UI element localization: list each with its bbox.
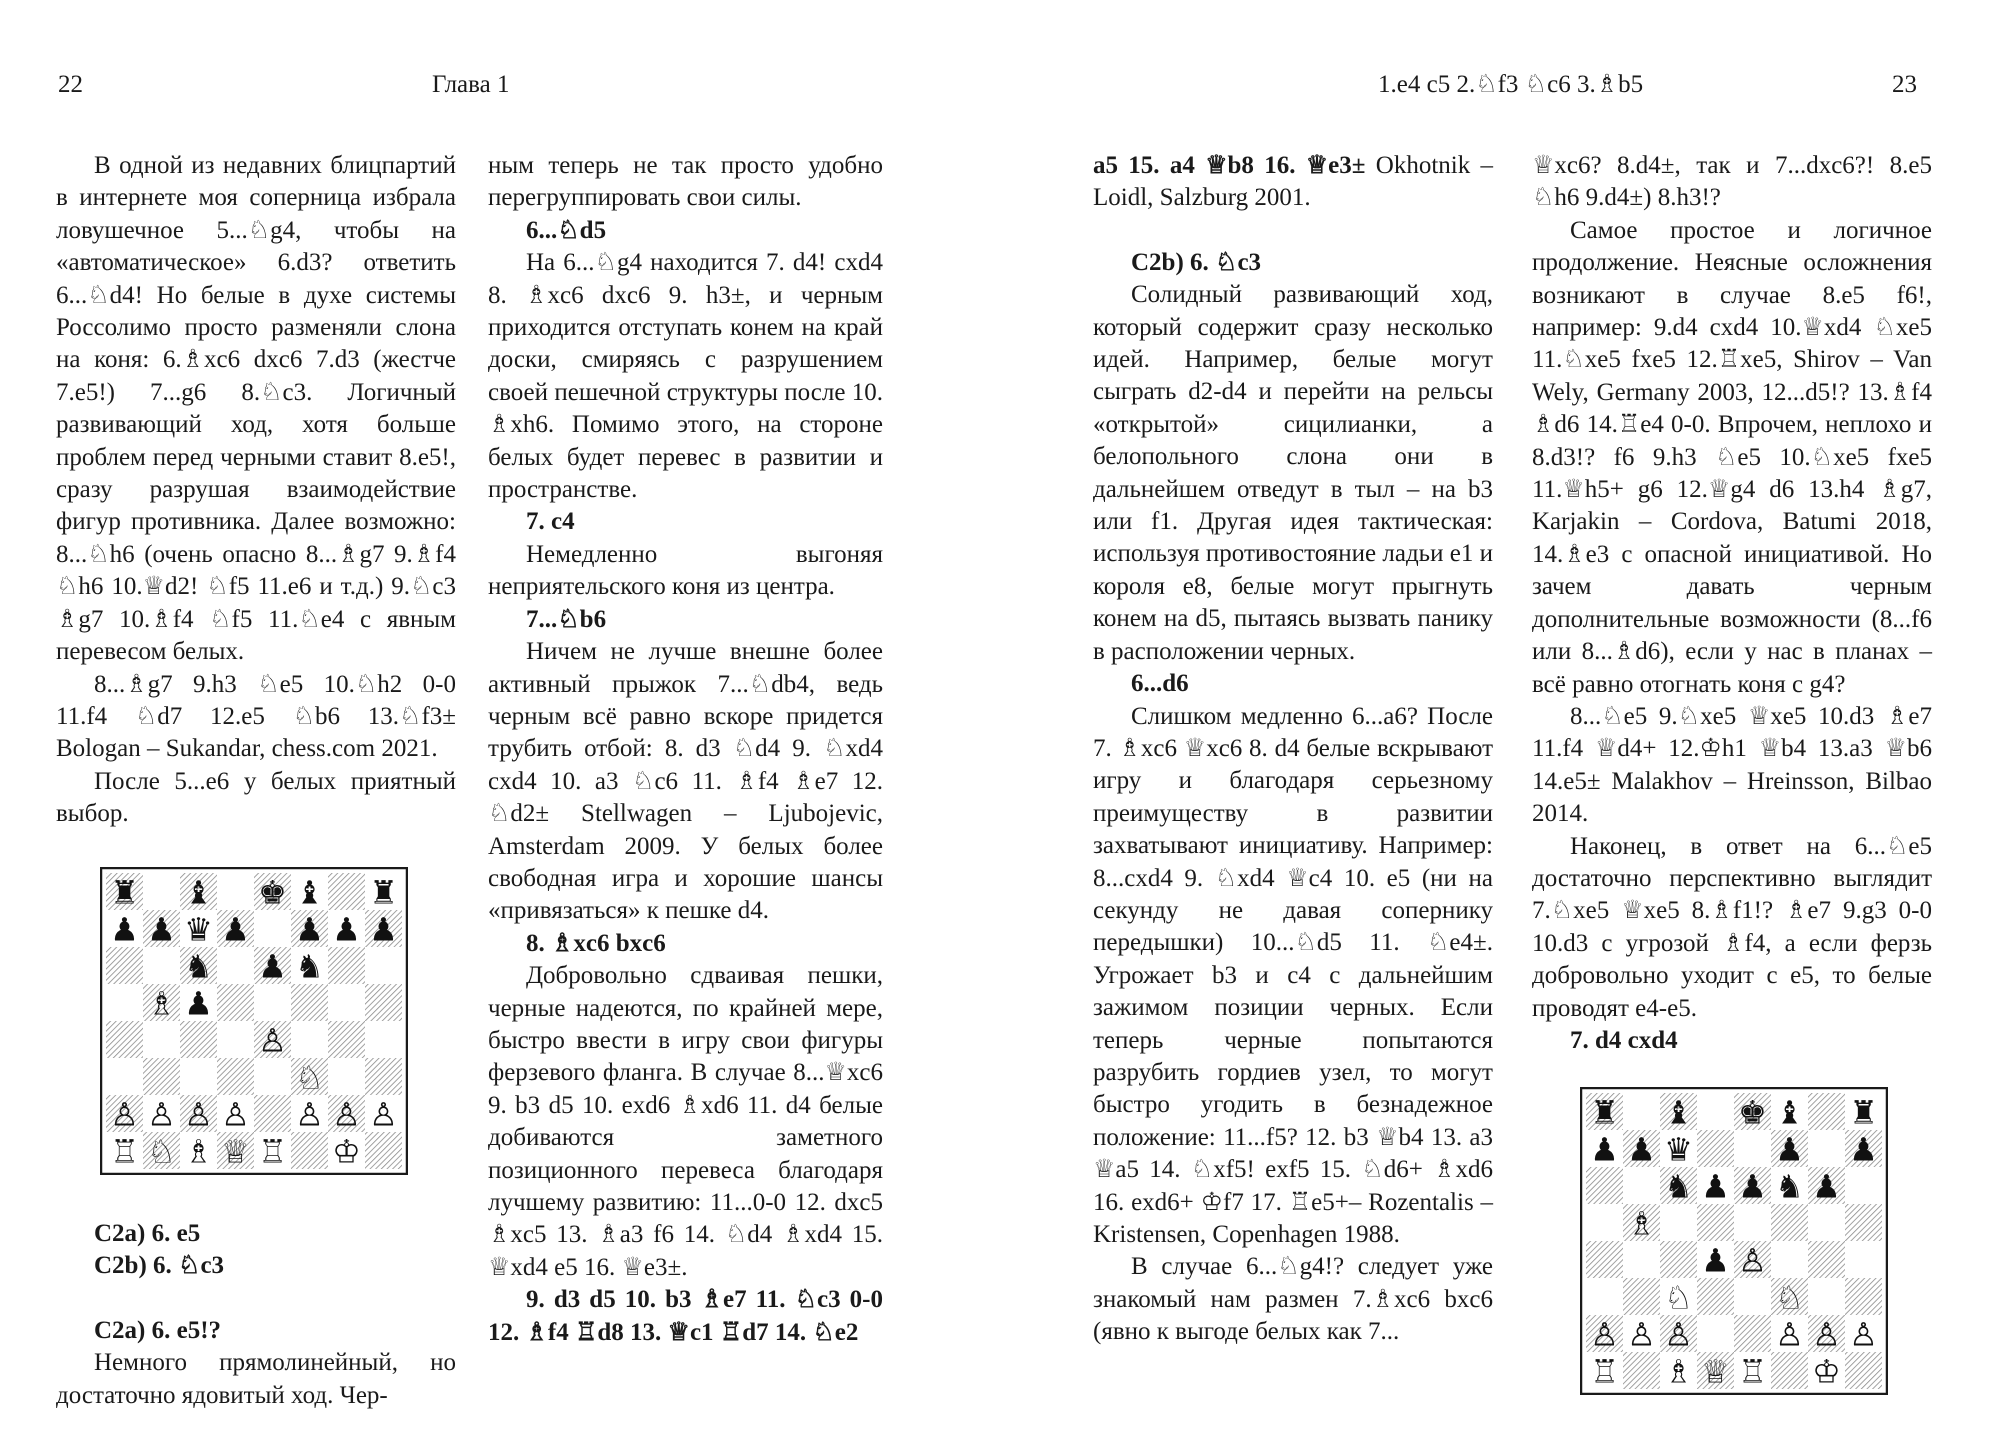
square-f1 <box>291 1132 328 1169</box>
square-h1 <box>365 1132 402 1169</box>
white-pawn-e4: ♙ <box>258 1021 287 1060</box>
black-pawn-f7: ♟ <box>1775 1130 1804 1169</box>
square-f5 <box>291 984 328 1021</box>
game-reference: Okhotnik – Loidl, Salzburg 2001. <box>1093 152 1494 212</box>
square-h5 <box>1845 1204 1882 1241</box>
black-knight-c6: ♞ <box>1664 1167 1693 1206</box>
chessboard <box>1580 1087 1888 1395</box>
square-h5 <box>365 984 402 1021</box>
section-heading: C2a) 6. e5!? <box>94 1316 222 1344</box>
square-f4 <box>1771 1241 1808 1278</box>
paragraph: После 5...e6 у белых приятный выбор. <box>56 767 456 828</box>
black-knight-f6: ♞ <box>1775 1167 1804 1206</box>
black-pawn-g7: ♟ <box>332 910 361 949</box>
square-e2 <box>254 1095 291 1132</box>
square-h6 <box>1845 1167 1882 1204</box>
black-rook-h8: ♜ <box>1849 1093 1878 1132</box>
paragraph: Слишком медленно 6...a6? После 7. ♗xc6 ♕xc6 8. d4 белые вскрывают игру и благодаря серьезному преимуществу в развитии захватывают инициативу. Например: 8...cxd4 9. ♘xd4 ♕c4 10. e5 (ни на секунду не давая сопернику передышки) 10...♘d5 11. ♘e4±. Угрожает b3 и c4 с дальнейшим зажимом позиции черных. Если теперь черные попытаются разрубить гордиев узел, то могут быстро угодить в безнадежное положение: 11...f5? 12. b3 ♕b4 13. a3 ♕a5 14. ♘xf5! exf5 15. ♘d6+ ♗xd6 16. exd6+ ♔f7 17. ♖e5+– Rozentalis – Kristensen, Copenhagen 1988. <box>1093 702 1493 1248</box>
square-g4 <box>1808 1241 1845 1278</box>
square-a6 <box>106 947 143 984</box>
left-col1-lower <box>56 1218 456 1412</box>
paragraph: На 6...♘g4 находится 7. d4! cxd4 8. ♗xc6 dxc6 9. h3±, и черным приходится отступать конем на край доски, смиряясь с разрушением своей пешечной структуры после 10. ♗xh6. Помимо этого, на стороне белых будет перевес в развитии и пространстве. <box>488 249 883 504</box>
square-e3 <box>254 1058 291 1095</box>
white-pawn-f2: ♙ <box>1775 1315 1804 1354</box>
left-col2 <box>488 150 883 1349</box>
white-rook-e1: ♖ <box>258 1132 287 1171</box>
square-a4 <box>106 1021 143 1058</box>
square-h4 <box>365 1021 402 1058</box>
white-bishop-c1: ♗ <box>1664 1352 1693 1391</box>
paragraph: 8...♘e5 9.♘xe5 ♕xe5 10.d3 ♗e7 11.f4 ♕d4+ 12.♔h1 ♕b4 13.a3 ♕b6 14.e5± Malakhov – Hreinsson, Bilbao 2014. <box>1532 702 1932 828</box>
white-queen-d1: ♕ <box>221 1132 250 1171</box>
square-c4 <box>180 1021 217 1058</box>
square-c4 <box>1660 1241 1697 1278</box>
square-d7 <box>1697 1130 1734 1167</box>
square-g4 <box>328 1021 365 1058</box>
square-b8 <box>1623 1093 1660 1130</box>
section-heading: C2b) 6. ♘c3 <box>94 1252 225 1280</box>
square-b6 <box>143 947 180 984</box>
square-d3 <box>1697 1278 1734 1315</box>
white-rook-e1: ♖ <box>1738 1352 1767 1391</box>
black-pawn-f7: ♟ <box>295 910 324 949</box>
left-col1-upper <box>56 150 456 831</box>
black-pawn-a7: ♟ <box>1590 1130 1619 1169</box>
black-pawn-d7: ♟ <box>221 910 250 949</box>
chess-diagram-2 <box>1580 1087 1888 1395</box>
square-f4 <box>291 1021 328 1058</box>
section-heading: C2a) 6. e5 <box>94 1220 201 1247</box>
black-pawn-h7: ♟ <box>369 910 398 949</box>
square-h1 <box>1845 1352 1882 1389</box>
white-pawn-a2: ♙ <box>1590 1315 1619 1354</box>
square-e5 <box>254 984 291 1021</box>
move-heading: 6...d6 <box>1131 670 1189 698</box>
black-pawn-d6: ♟ <box>1701 1167 1730 1206</box>
white-bishop-c1: ♗ <box>184 1132 213 1171</box>
left-running-head: Глава 1 <box>432 71 510 98</box>
move-heading: 7. c4 <box>526 508 575 536</box>
move-heading: 6...♘d5 <box>526 216 607 244</box>
paragraph <box>1093 150 1493 215</box>
right-running-head: 1.e4 c5 2.♘f3 ♘c6 3.♗b5 <box>1378 71 1644 98</box>
black-bishop-c8: ♝ <box>1664 1093 1693 1132</box>
black-queen-c7: ♛ <box>1664 1130 1693 1169</box>
left-page-number: 22 <box>58 71 83 98</box>
right-col4 <box>1532 150 1932 1057</box>
square-d3 <box>217 1058 254 1095</box>
square-g3 <box>328 1058 365 1095</box>
white-bishop-b5: ♗ <box>147 984 176 1023</box>
black-rook-h8: ♜ <box>369 873 398 912</box>
black-pawn-h7: ♟ <box>1849 1130 1878 1169</box>
black-pawn-a7: ♟ <box>110 910 139 949</box>
square-a3 <box>1586 1278 1623 1315</box>
square-h3 <box>365 1058 402 1095</box>
square-b4 <box>1623 1241 1660 1278</box>
white-knight-f3: ♘ <box>295 1058 324 1097</box>
white-pawn-g2: ♙ <box>1812 1315 1841 1354</box>
square-d8 <box>217 873 254 910</box>
square-e7 <box>1734 1130 1771 1167</box>
square-f5 <box>1771 1204 1808 1241</box>
move-heading: 8. ♗xc6 bxc6 <box>526 929 666 957</box>
paragraph: Самое простое и логичное продолжение. Неясные осложнения возникают в случае 8.e5 f6!, например: 9.d4 cxd4 10.♕xd4 ♘xe5 11.♘xe5 fxe5 12.♖xe5, Shirov – Van Wely, Germany 2003, 12...d5!? 13.♗f4 ♗d6 14.♖e4 0-0. Впрочем, неплохо и 8.d3!? f6 9.h3 ♘e5 10.♘xe5 fxe5 11.♕h5+ g6 12.♕g4 d6 13.h4 ♗g7, Karjakin – Cordova, Batumi 2018, 14.♗e3 с опасной инициативой. Но зачем давать черным дополнительные возможности (8...f6 или 8...♗d6), если у нас в планах – всё равно отогнать коня с g4? <box>1532 216 1932 698</box>
square-a5 <box>1586 1204 1623 1241</box>
move-heading: 9. d3 d5 10. b3 ♗e7 11. ♘c3 0-0 12. ♗f4 ♖d8 13. ♕c1 ♖d7 14. ♘e2 <box>488 1286 883 1346</box>
square-d6 <box>217 947 254 984</box>
white-pawn-a2: ♙ <box>110 1095 139 1134</box>
white-pawn-b2: ♙ <box>147 1095 176 1134</box>
black-pawn-e6: ♟ <box>1738 1167 1767 1206</box>
black-knight-f6: ♞ <box>295 947 324 986</box>
square-g5 <box>328 984 365 1021</box>
white-rook-a1: ♖ <box>110 1132 139 1171</box>
square-e2 <box>1734 1315 1771 1352</box>
paragraph: ♕xc6? 8.d4±, так и 7...dxc6?! 8.e5 ♘h6 9.d4±) 8.h3!? <box>1532 152 1932 212</box>
square-d8 <box>1697 1093 1734 1130</box>
white-pawn-g2: ♙ <box>332 1095 361 1134</box>
chess-diagram-1 <box>100 867 408 1175</box>
white-pawn-c2: ♙ <box>1664 1315 1693 1354</box>
white-knight-c3: ♘ <box>1664 1278 1693 1317</box>
square-f1 <box>1771 1352 1808 1389</box>
square-h3 <box>1845 1278 1882 1315</box>
black-pawn-e6: ♟ <box>258 947 287 986</box>
black-pawn-b7: ♟ <box>1627 1130 1656 1169</box>
white-pawn-b2: ♙ <box>1627 1315 1656 1354</box>
square-b4 <box>143 1021 180 1058</box>
section-heading: C2b) 6. ♘c3 <box>1131 248 1262 276</box>
white-bishop-b5: ♗ <box>1627 1204 1656 1243</box>
paragraph: Добровольно сдваивая пешки, черные надеются, по крайней мере, быстро ввести в игру свои фигуры ферзевого фланга. В случае 8...♕xc6 9. b3 d5 10. exd6 ♗xd6 11. d4 белые добиваются заметного позиционного перевеса благодаря лучшему развитию: 11...0-0 12. dxc5 ♗xc5 13. ♗a3 f6 14. ♘d4 ♗xd4 15. ♕xd4 e5 16. ♕e3±. <box>488 962 883 1281</box>
white-pawn-c2: ♙ <box>184 1095 213 1134</box>
paragraph: ным теперь не так просто удобно перегруппировать свои силы. <box>488 152 883 212</box>
white-knight-f3: ♘ <box>1775 1278 1804 1317</box>
black-rook-a8: ♜ <box>110 873 139 912</box>
black-bishop-f8: ♝ <box>1775 1093 1804 1132</box>
square-g8 <box>1808 1093 1845 1130</box>
square-c3 <box>180 1058 217 1095</box>
square-h6 <box>365 947 402 984</box>
black-rook-a8: ♜ <box>1590 1093 1619 1132</box>
square-d5 <box>217 984 254 1021</box>
paragraph: В одной из недавних блицпартий в интернете моя соперница избрала ловушечное 5...♘g4, чтобы на «автоматическое» 6.d3? ответить 6...♘d4! Но белые в духе системы Россолимо просто разменяли слона на коня: 6.♗xc6 dxc6 7.d3 (жестче 7.e5!) 7...g6 8.♘c3. Логичный развивающий ход, хотя больше проблем перед черными ставит 8.e5!, сразу разрушая взаимодействие фигур противника. Далее возможно: 8...♘h6 (очень опасно 8...♗g7 9.♗f4 ♘h6 10.♕d2! ♘f5 11.e6 и т.д.) 9.♘c3 ♗g7 10.♗f4 ♘f5 11.♘e4 с явным перевесом белых. <box>56 152 456 666</box>
paragraph: Солидный развивающий ход, который содержит сразу несколько идей. Например, белые могут сыграть d2-d4 и перейти на рельсы «открытой» сицилианки, а белопольного слона они в дальнейшем отведут в тыл – на b3 или f1. Другая идея тактическая: используя противостояние ладьи e1 и короля e8, белые могут прыгнуть конем на d5, пытаясь вызвать панику в расположении черных. <box>1093 281 1493 665</box>
black-king-e8: ♚ <box>258 873 287 912</box>
square-g5 <box>1808 1204 1845 1241</box>
square-d4 <box>217 1021 254 1058</box>
square-g6 <box>328 947 365 984</box>
square-g8 <box>328 873 365 910</box>
square-h4 <box>1845 1241 1882 1278</box>
black-bishop-c8: ♝ <box>184 873 213 912</box>
white-pawn-e4: ♙ <box>1738 1241 1767 1280</box>
square-g3 <box>1808 1278 1845 1315</box>
black-pawn-c5: ♟ <box>184 984 213 1023</box>
move-bold: a5 15. a4 ♕b8 16. ♕e3± <box>1093 152 1366 179</box>
square-g7 <box>1808 1130 1845 1167</box>
white-queen-d1: ♕ <box>1701 1352 1730 1391</box>
square-b3 <box>143 1058 180 1095</box>
square-d5 <box>1697 1204 1734 1241</box>
paragraph: Ничем не лучше внешне более активный прыжок 7...♘db4, ведь черным всё равно вскоре придется трубить отбой: 8. d3 ♘d4 9. ♘xd4 cxd4 10. a3 ♘c6 11. ♗f4 ♗e7 12. ♘d2± Stellwagen – Ljubojevic, Amsterdam 2009. У белых более свободная игра и хорошие шансы «привязаться» к пешке d4. <box>488 638 883 925</box>
square-e5 <box>1734 1204 1771 1241</box>
black-queen-c7: ♛ <box>184 910 213 949</box>
square-b8 <box>143 873 180 910</box>
white-knight-b1: ♘ <box>147 1132 176 1171</box>
square-a4 <box>1586 1241 1623 1278</box>
black-pawn-b7: ♟ <box>147 910 176 949</box>
square-b1 <box>1623 1352 1660 1389</box>
square-b6 <box>1623 1167 1660 1204</box>
move-heading: 7...♘b6 <box>526 605 607 633</box>
white-pawn-d2: ♙ <box>221 1095 250 1134</box>
white-rook-a1: ♖ <box>1590 1352 1619 1391</box>
white-pawn-h2: ♙ <box>369 1095 398 1134</box>
white-pawn-f2: ♙ <box>295 1095 324 1134</box>
paragraph: Немедленно выгоняя неприятельского коня из центра. <box>488 540 883 601</box>
square-a5 <box>106 984 143 1021</box>
square-b3 <box>1623 1278 1660 1315</box>
square-e3 <box>1734 1278 1771 1315</box>
white-pawn-h2: ♙ <box>1849 1315 1878 1354</box>
right-col3 <box>1093 150 1493 1349</box>
white-king-g1: ♔ <box>332 1132 361 1171</box>
black-pawn-g6: ♟ <box>1812 1167 1841 1206</box>
square-c5 <box>1660 1204 1697 1241</box>
paragraph: Наконец, в ответ на 6...♘e5 достаточно перспективно выглядит 7.♘xe5 ♕xe5 8.♗f1!? ♗e7 9.g3 0-0 10.d3 с угрозой ♗f4, а если ферзь добровольно уходит с e5, то белые проводят e4-e5. <box>1532 832 1932 1022</box>
black-bishop-f8: ♝ <box>295 873 324 912</box>
chessboard <box>100 867 408 1175</box>
paragraph: Немного прямолинейный, но достаточно ядовитый ход. Чер- <box>56 1349 456 1409</box>
square-d2 <box>1697 1315 1734 1352</box>
black-knight-c6: ♞ <box>184 947 213 986</box>
paragraph: 8...♗g7 9.h3 ♘e5 10.♘h2 0-0 11.f4 ♘d7 12.e5 ♘b6 13.♘f3± Bologan – Sukandar, chess.com 2021. <box>56 670 456 763</box>
move-heading: 7. d4 cxd4 <box>1570 1026 1678 1054</box>
black-king-e8: ♚ <box>1738 1093 1767 1132</box>
square-e7 <box>254 910 291 947</box>
paragraph: В случае 6...♘g4!? следует уже знакомый нам размен 7.♗xc6 bxc6 (явно к выгоде белых как 7... <box>1093 1253 1493 1346</box>
square-a3 <box>106 1058 143 1095</box>
right-page-number: 23 <box>1892 71 1917 98</box>
white-king-g1: ♔ <box>1812 1352 1841 1391</box>
black-pawn-d4: ♟ <box>1701 1241 1730 1280</box>
square-a6 <box>1586 1167 1623 1204</box>
